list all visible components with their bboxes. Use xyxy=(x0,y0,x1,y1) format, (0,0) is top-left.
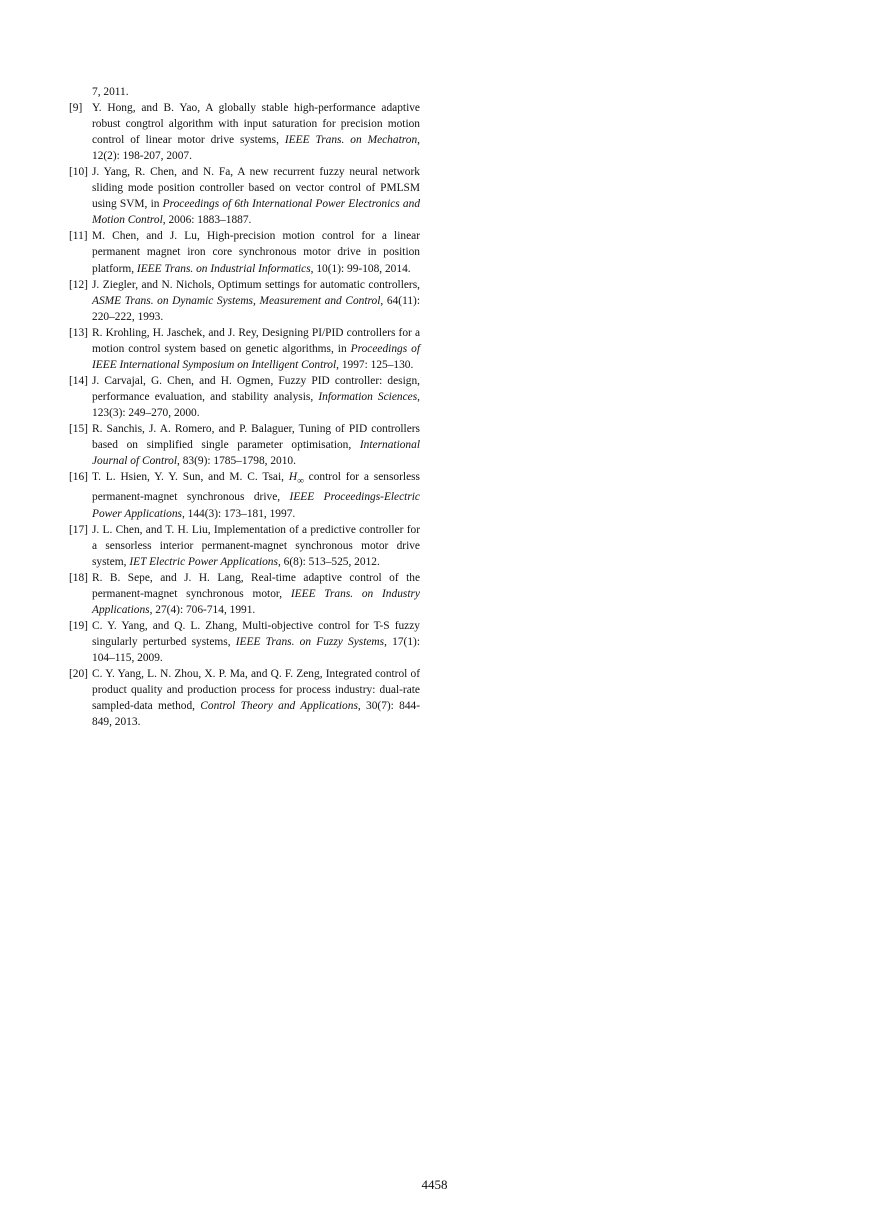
reference-text-segment: M. Chen, and J. Lu, High-precision motion control for a linear permanent magnet iron core synchronous motor drive in position platform, xyxy=(92,230,420,275)
reference-text xyxy=(92,325,420,373)
reference-item xyxy=(69,570,420,618)
reference-text-segment: , 12(2): 198-207, 2007. xyxy=(92,134,421,163)
reference-number: [13] xyxy=(69,326,88,339)
reference-item xyxy=(69,325,420,373)
reference-text-segment: J. L. Chen, and T. H. Liu, Implementation of a predictive controller for a sensorless interior permanent-magnet synchronous motor drive system, xyxy=(92,523,420,568)
reference-item xyxy=(69,164,420,228)
reference-text xyxy=(92,228,420,276)
italic-source-text: IEEE Trans. on Industrial Informatics xyxy=(136,262,311,275)
reference-item xyxy=(69,522,420,570)
reference-number: [14] xyxy=(69,374,88,387)
italic-source-text: IET Electric Power Applications xyxy=(129,555,278,568)
reference-text-segment: , 83(9): 1785–1798, 2010. xyxy=(177,455,296,468)
reference-item xyxy=(69,469,420,521)
reference-text-segment: R. B. Sepe, and J. H. Lang, Real-time adaptive control of the permanent-magnet synchronous motor, xyxy=(92,571,420,600)
reference-text-segment: J. Yang, R. Chen, and N. Fa, A new recurrent fuzzy neural network sliding mode position controller based on vector control of PMLSM using SVM, in xyxy=(92,166,420,211)
reference-text-segment: R. Krohling, H. Jaschek, and J. Rey, Designing PI/PID controllers for a motion control system based on genetic algorithms, in xyxy=(92,326,420,355)
italic-source-text: ASME Trans. on Dynamic Systems, Measurement and Control xyxy=(92,294,381,307)
reference-text-segment: J. Carvajal, G. Chen, and H. Ogmen, Fuzzy PID controller: design, performance evaluation, and stability analysis, xyxy=(92,374,420,403)
reference-text xyxy=(92,373,420,421)
reference-text-segment: , 6(8): 513–525, 2012. xyxy=(277,555,380,568)
reference-entries xyxy=(69,100,420,730)
italic-source-text: Proceedings of IEEE International Symposium on Intelligent Control xyxy=(92,342,420,371)
italic-source-text: International Journal of Control xyxy=(92,439,420,468)
reference-number: [15] xyxy=(69,422,88,435)
reference-text-segment: , 123(3): 249–270, 2000. xyxy=(92,390,420,419)
reference-number: [11] xyxy=(69,230,88,243)
reference-text-segment: , 144(3): 173–181, 1997. xyxy=(181,507,296,520)
reference-text xyxy=(92,522,420,570)
reference-item xyxy=(69,618,420,666)
reference-number: [16] xyxy=(69,471,88,484)
reference-item xyxy=(69,373,420,421)
reference-text xyxy=(92,164,420,228)
italic-source-text: Information Sciences xyxy=(318,390,418,403)
reference-text-segment: C. Y. Yang, L. N. Zhou, X. P. Ma, and Q. F. Zeng, Integrated control of product quality and production process for process industry: dual-rate sampled-data method, xyxy=(92,667,420,713)
reference-text-segment: control for a sensorless permanent-magnet synchronous drive, xyxy=(92,471,420,504)
subscript-text: ∞ xyxy=(297,476,304,487)
reference-item xyxy=(69,228,420,276)
italic-source-text: IEEE Trans. on Industry Applications xyxy=(92,587,420,616)
reference-list xyxy=(69,84,420,730)
reference-text-segment: , 1997: 125–130. xyxy=(336,358,414,371)
reference-item xyxy=(69,100,420,164)
italic-source-text: Control Theory and Applications xyxy=(200,700,358,713)
reference-number: [17] xyxy=(69,523,88,536)
reference-item xyxy=(69,421,420,469)
reference-text-segment: T. L. Hsien, Y. Y. Sun, and M. C. Tsai, xyxy=(92,471,289,484)
reference-item xyxy=(69,666,420,730)
reference-text-segment: , 64(11): 220–222, 1993. xyxy=(92,294,420,323)
reference-number: [20] xyxy=(69,667,88,680)
reference-text-segment: , 27(4): 706-714, 1991. xyxy=(149,603,256,616)
reference-text-segment: R. Sanchis, J. A. Romero, and P. Balaguer, Tuning of PID controllers based on simplified single parameter optimisation, xyxy=(92,422,420,452)
reference-text xyxy=(92,618,420,666)
reference-text xyxy=(92,421,420,469)
reference-text-segment: J. Ziegler, and N. Nichols, Optimum settings for automatic controllers, xyxy=(92,278,420,291)
reference-item xyxy=(69,277,420,325)
reference-text xyxy=(92,100,420,164)
reference-text xyxy=(92,277,420,325)
page-number: 4458 xyxy=(421,1177,448,1192)
reference-number: [9] xyxy=(69,102,83,115)
italic-source-text: Proceedings of 6th International Power Electronics and Motion Control xyxy=(92,198,421,227)
reference-number: [18] xyxy=(69,571,88,584)
reference-text xyxy=(92,666,420,730)
reference-text-segment: Y. Hong, and B. Yao, A globally stable high-performance adaptive robust congtrol algorithm with input saturation for precision motion control of linear motor drive systems, xyxy=(92,102,420,147)
italic-source-text: H xyxy=(288,471,298,484)
reference-text-segment: , 10(1): 99-108, 2014. xyxy=(310,262,411,275)
italic-source-text: IEEE Trans. on Fuzzy Systems xyxy=(235,635,385,648)
reference-number: [10] xyxy=(69,166,88,179)
reference-text-segment: , 30(7): 844-849, 2013. xyxy=(92,700,421,729)
reference-continuation: 7, 2011. xyxy=(92,86,129,98)
reference-text-segment: , 17(1): 104–115, 2009. xyxy=(92,635,420,664)
italic-source-text: IEEE Proceedings-Electric Power Applications xyxy=(92,491,420,520)
reference-text xyxy=(92,570,420,618)
italic-source-text: IEEE Trans. on Mechatron xyxy=(284,134,418,147)
reference-number: [19] xyxy=(69,619,88,632)
reference-number: [12] xyxy=(69,278,88,291)
reference-text xyxy=(92,469,420,521)
reference-text-segment: C. Y. Yang, and Q. L. Zhang, Multi-objective control for T-S fuzzy singularly perturbed systems, xyxy=(92,619,420,648)
reference-text-segment: , 2006: 1883–1887. xyxy=(162,214,252,227)
